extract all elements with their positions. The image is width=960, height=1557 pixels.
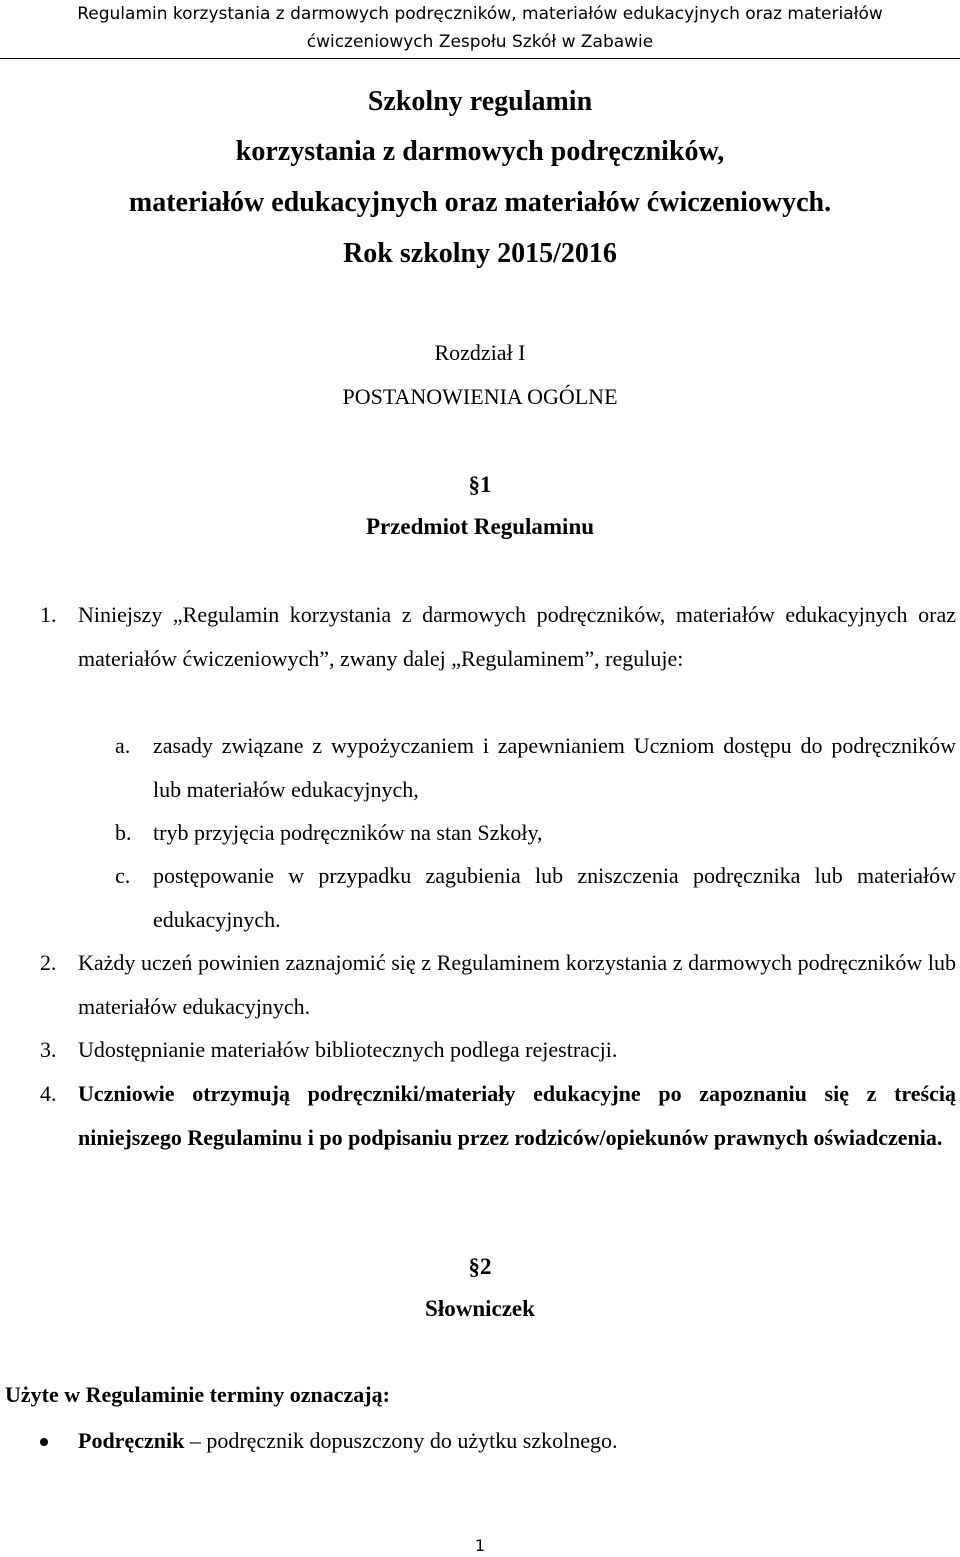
sub-item-letter: a. [115,733,131,758]
sub-item-text: zasady związane z wypożyczaniem i zapewnianiem Uczniom dostępu do podręczników lub materiałów edukacyjnych, [153,733,956,802]
item-number: 4. [40,1081,57,1106]
list-item [40,593,956,680]
item-text: Uczniowie otrzymują podręczniki/materiały edukacyjne po zapoznaniu się z treścią niniejszego Regulaminu i po podpisaniu przez rodziców/opiekunów prawnych oświadczenia. [78,1081,956,1150]
list-item [40,941,956,1028]
section-1-mark: §1 [468,472,492,497]
sub-list-item [115,811,956,855]
section-2-title: Słowniczek [425,1296,535,1321]
sub-list-item [115,724,956,811]
item-number: 3. [40,1037,57,1062]
header-line-2: ćwiczeniowych Zespołu Szkół w Zabawie [306,32,654,52]
document-title-line-3: materiałów edukacyjnych oraz materiałów ćwiczeniowych. [128,187,832,218]
term-list-item [40,1428,956,1454]
item-text: Udostępnianie materiałów bibliotecznych podlega rejestracji. [78,1037,618,1062]
list-item [40,1028,956,1072]
terms-intro: Użyte w Regulaminie terminy oznaczają: [5,1382,390,1407]
sub-item-text: tryb przyjęcia podręczników na stan Szkoły, [153,820,543,845]
page-number: 1 [474,1536,486,1555]
section-2-mark: §2 [468,1254,492,1279]
chapter-name: POSTANOWIENIA OGÓLNE [342,384,618,409]
header-line-1: Regulamin korzystania z darmowych podręczników, materiałów edukacyjnych oraz materiałów [77,4,883,24]
sub-item-letter: b. [115,820,132,845]
term-definition: – podręcznik dopuszczony do użytku szkolnego. [184,1428,618,1453]
sub-list-item [115,854,956,941]
list-item [40,1072,956,1159]
document-title-line-2: korzystania z darmowych podręczników, [235,136,725,167]
section-1-title: Przedmiot Regulaminu [365,514,595,539]
item-text: Każdy uczeń powinien zaznajomić się z Regulaminem korzystania z darmowych podręczników lub materiałów edukacyjnych. [78,950,956,1019]
sub-item-letter: c. [115,863,131,888]
document-title-line-1: Szkolny regulamin [367,86,593,117]
page-header [0,0,960,59]
item-number: 1. [40,602,57,627]
item-text: Niniejszy „Regulamin korzystania z darmowych podręczników, materiałów edukacyjnych oraz materiałów ćwiczeniowych”, zwany dalej „Regulaminem”, reguluje: [78,602,956,671]
chapter-number: Rozdział I [434,340,526,365]
term-name: Podręcznik [78,1428,185,1453]
item-number: 2. [40,950,57,975]
sub-item-text: postępowanie w przypadku zagubienia lub zniszczenia podręcznika lub materiałów edukacyjnych. [153,863,956,932]
bullet-icon [40,1438,48,1446]
document-title-line-4: Rok szkolny 2015/2016 [343,238,617,269]
